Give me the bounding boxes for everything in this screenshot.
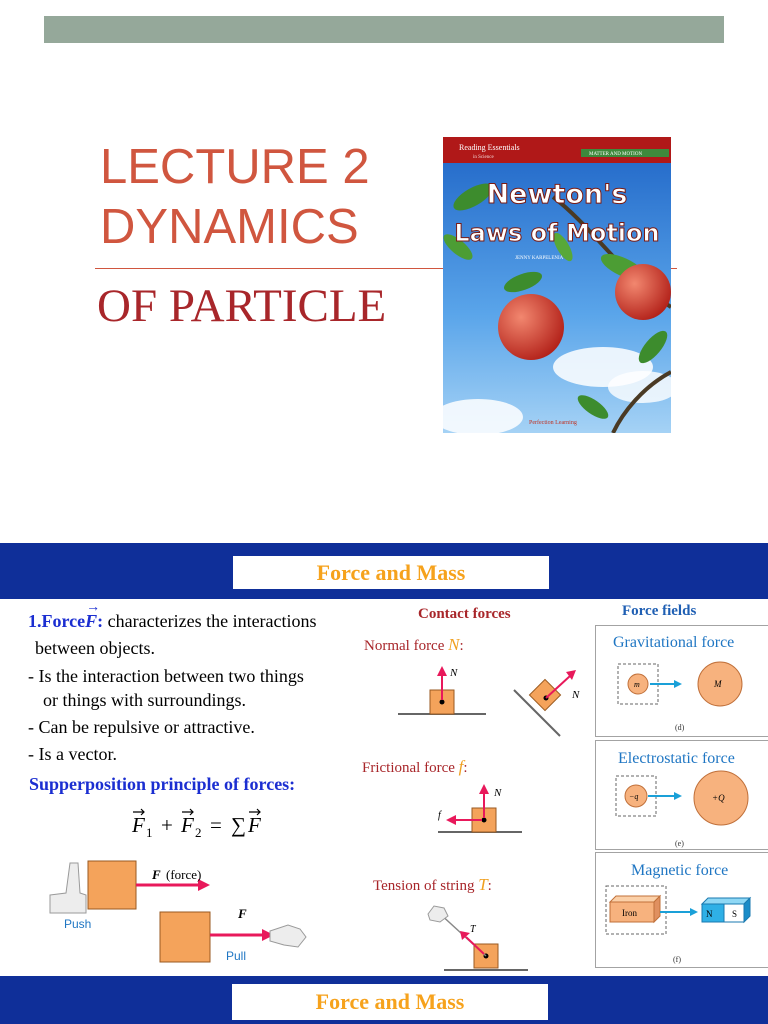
force-fields-heading: Force fields <box>622 603 697 619</box>
bullet-vector: - Is a vector. <box>28 744 117 764</box>
pull-force-symbol: F <box>238 906 247 921</box>
lecture-number: LECTURE 2 <box>100 140 370 194</box>
lecture-topic: DYNAMICS <box>100 200 359 254</box>
svg-text:+: + <box>161 813 173 837</box>
svg-text:(f): (f) <box>673 955 681 964</box>
svg-text:m: m <box>634 680 640 689</box>
svg-text:N: N <box>450 667 458 679</box>
svg-text:F: F <box>132 813 145 837</box>
tension-label: Tension of string T: <box>373 875 492 894</box>
svg-text:T: T <box>470 924 476 935</box>
svg-text:∑: ∑ <box>231 813 246 837</box>
magnetic-label: Magnetic force <box>631 862 729 879</box>
next-slide-title: Force and Mass <box>232 984 548 1020</box>
svg-text:(d): (d) <box>675 723 685 732</box>
normal-force-label: Normal force N: <box>364 635 464 654</box>
pull-label: Pull <box>226 949 247 963</box>
electrostatic-label: Electrostatic force <box>618 750 735 767</box>
normal-force-diagram <box>394 658 594 738</box>
book-category: MATTER AND MOTION <box>589 152 643 157</box>
svg-text:(e): (e) <box>675 839 684 848</box>
push-force-symbol: F <box>152 867 161 882</box>
contact-forces-heading: Contact forces <box>418 606 511 622</box>
force-definition-cont: between objects. <box>35 638 155 658</box>
slide-title: Force and Mass <box>233 556 549 589</box>
svg-text:N: N <box>494 787 502 799</box>
magnetic-diagram <box>600 882 760 964</box>
push-pull-illustration <box>48 855 310 970</box>
svg-text:F: F <box>181 813 194 837</box>
svg-text:1: 1 <box>146 825 153 840</box>
force-definition: 1.Force → F: characterizes the interactions <box>28 600 317 631</box>
svg-text:=: = <box>210 813 222 837</box>
gravitational-diagram <box>600 656 760 734</box>
svg-text:M: M <box>714 679 722 689</box>
header-bar <box>44 16 724 43</box>
push-force-label: (force) <box>166 867 202 882</box>
svg-text:S: S <box>732 909 738 919</box>
svg-text:Iron: Iron <box>622 908 637 918</box>
book-cover-image <box>443 137 671 433</box>
frictional-force-diagram <box>432 780 532 838</box>
svg-text:f: f <box>438 810 441 821</box>
book-author: JENNY KARPELENIA <box>515 256 564 261</box>
bullet-interaction: - Is the interaction between two things <box>28 666 304 686</box>
lecture-subtopic: OF PARTICLE <box>97 280 387 332</box>
bullet-interaction-cont: or things with surroundings. <box>43 690 247 710</box>
frictional-force-label: Frictional force f: <box>362 757 468 776</box>
superposition-heading: Supperposition principle of forces: <box>29 774 296 794</box>
svg-text:N: N <box>706 909 713 919</box>
book-series: Reading Essentials <box>459 143 520 152</box>
svg-text:−q: −q <box>629 792 639 801</box>
tension-diagram <box>424 900 534 972</box>
bullet-repulsive: - Can be repulsive or attractive. <box>28 717 255 737</box>
svg-text:+Q: +Q <box>712 793 725 803</box>
svg-text:2: 2 <box>195 825 202 840</box>
push-label: Push <box>64 917 92 931</box>
book-title-line2: Laws of Motion <box>454 219 660 247</box>
book-title-line1: Newton's <box>486 179 628 210</box>
svg-text:N: N <box>572 689 580 701</box>
book-publisher: Perfection Learning <box>529 420 577 426</box>
svg-text:F: F <box>248 813 261 837</box>
gravitational-label: Gravitational force <box>613 634 735 651</box>
superposition-equation <box>128 800 278 844</box>
book-series-sub: in Science <box>473 155 494 160</box>
electrostatic-diagram <box>600 770 760 848</box>
